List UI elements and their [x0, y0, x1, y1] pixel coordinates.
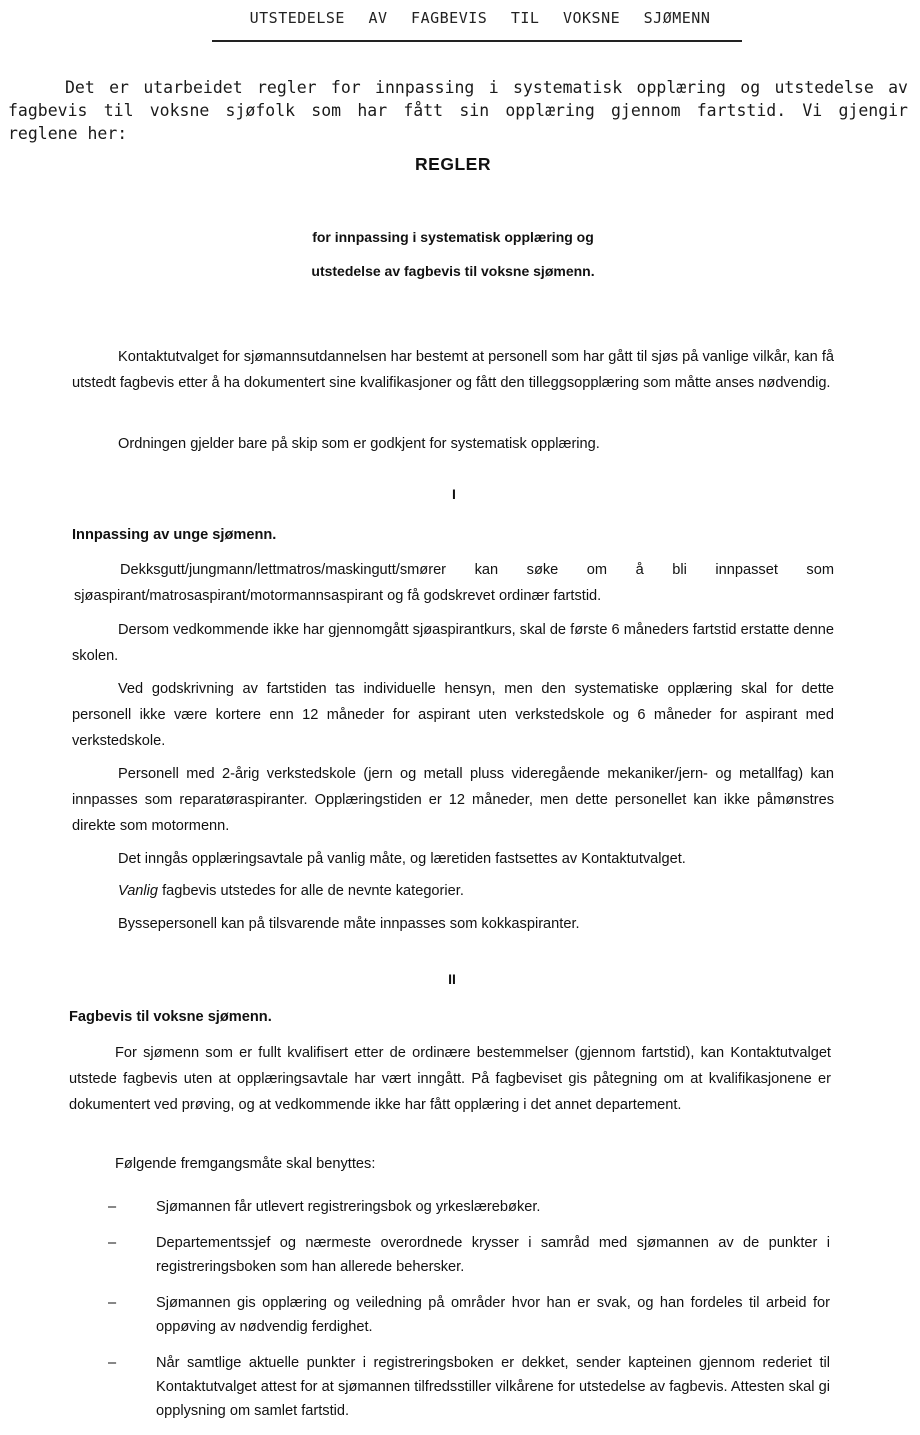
intro-text: Det er utarbeidet regler for innpassing i systematisk opplæring og utstedelse av fagbevis til voksne sjøfolk som har fått sin opplæring gjennom fartstid. Vi gjengir reglene her: — [8, 78, 908, 143]
regler-subtitle-line1: for innpassing i systematisk opplæring og — [312, 229, 594, 245]
document-title: UTSTEDELSE AV FAGBEVIS TIL VOKSNE SJØMENN — [249, 9, 711, 27]
section-1-paragraph-4: Personell med 2-årig verkstedskole (jern og metall pluss videregående mekaniker/jern- og metallfag) kan innpasses som reparatøraspiranter. Opplæringstiden er 12 måneder, men dette personellet kan ikke påmønstres direkte som motormenn. — [72, 766, 834, 834]
emphasis-vanlig: Vanlig — [118, 883, 159, 899]
section-2-paragraph-2: Følgende fremgangsmåte skal benyttes: — [115, 1156, 376, 1172]
section-1-paragraph-6: Vanlig fagbevis utstedes for alle de nevnte kategorier. — [118, 883, 464, 899]
section-2-paragraph-1: For sjømenn som er fullt kvalifisert etter de ordinære bestemmelser (gjennom fartstid), kan Kontaktutvalget utstede fagbevis uten at opplæringsavtale har vært inngått. På fagbeviset gis påtegning om at kvalifikasjonene er dokumentert ved prøving, og at vedkommende ikke har fått opplæring i det annet departement. — [69, 1045, 831, 1113]
intro-paragraph — [8, 76, 908, 145]
preamble-paragraph-2: Ordningen gjelder bare på skip som er godkjent for systematisk opplæring. — [118, 436, 600, 452]
section-2-numeral: II — [448, 971, 456, 987]
section-1-heading: Innpassing av unge sjømenn. — [72, 527, 277, 543]
section-1-paragraph-5: Det inngås opplæringsavtale på vanlig måte, og læretiden fastsettes av Kontaktutvalget. — [118, 851, 686, 867]
list-item: – Når samtlige aktuelle punkter i registreringsboken er dekket, sender kapteinen gjennom rederiet til Kontaktutvalget attest for at sjømannen tilfredsstiller vilkårene for utstedelse av fagbevis. Attesten skal gi opplysning om samlet fartstid. — [108, 1355, 830, 1419]
procedure-list — [108, 1195, 830, 1435]
section-1-paragraph-1: Dekksgutt/jungmann/lettmatros/maskingutt/smører kan søke om å bli innpasset som sjøaspirant/matrosaspirant/motormannsaspirant og få godskrevet ordinær fartstid. — [74, 562, 834, 604]
section-1-paragraph-7: Byssepersonell kan på tilsvarende måte innpasses som kokkaspiranter. — [118, 916, 580, 932]
section-1-paragraph-2: Dersom vedkommende ikke har gjennomgått sjøaspirantkurs, skal de første 6 måneders fartstid erstatte denne skolen. — [72, 622, 834, 664]
list-item: – Sjømannen får utlevert registreringsbok og yrkeslærebøker. — [108, 1199, 541, 1215]
list-item: – Departementssjef og nærmeste overordnede krysser i samråd med sjømannen av de punkter i registreringsboken som han allerede behersker. — [108, 1235, 830, 1275]
section-1-paragraph-3: Ved godskrivning av fartstiden tas individuelle hensyn, men den systematiske opplæring skal for dette personell ikke være kortere enn 12 måneder for aspirant uten verkstedskole og 6 måneder for aspirant med verkstedskole. — [72, 681, 834, 749]
regler-subtitle-line2: utstedelse av fagbevis til voksne sjømenn. — [311, 263, 595, 279]
section-2-heading: Fagbevis til voksne sjømenn. — [69, 1009, 272, 1025]
preamble-paragraph-1: Kontaktutvalget for sjømannsutdannelsen har bestemt at personell som har gått til sjøs på vanlige vilkår, kan få utstedt fagbevis etter å ha dokumentert sine kvalifikasjoner og fått den tilleggsopplæring som måtte anses nødvendig. — [72, 349, 834, 391]
title-underline — [212, 40, 742, 42]
regler-title: REGLER — [415, 154, 491, 174]
section-1-numeral: I — [452, 486, 456, 502]
list-item: – Sjømannen gis opplæring og veiledning på områder hvor han er svak, og han fordeles til arbeid for oppøving av nødvendig ferdighet. — [108, 1295, 830, 1335]
